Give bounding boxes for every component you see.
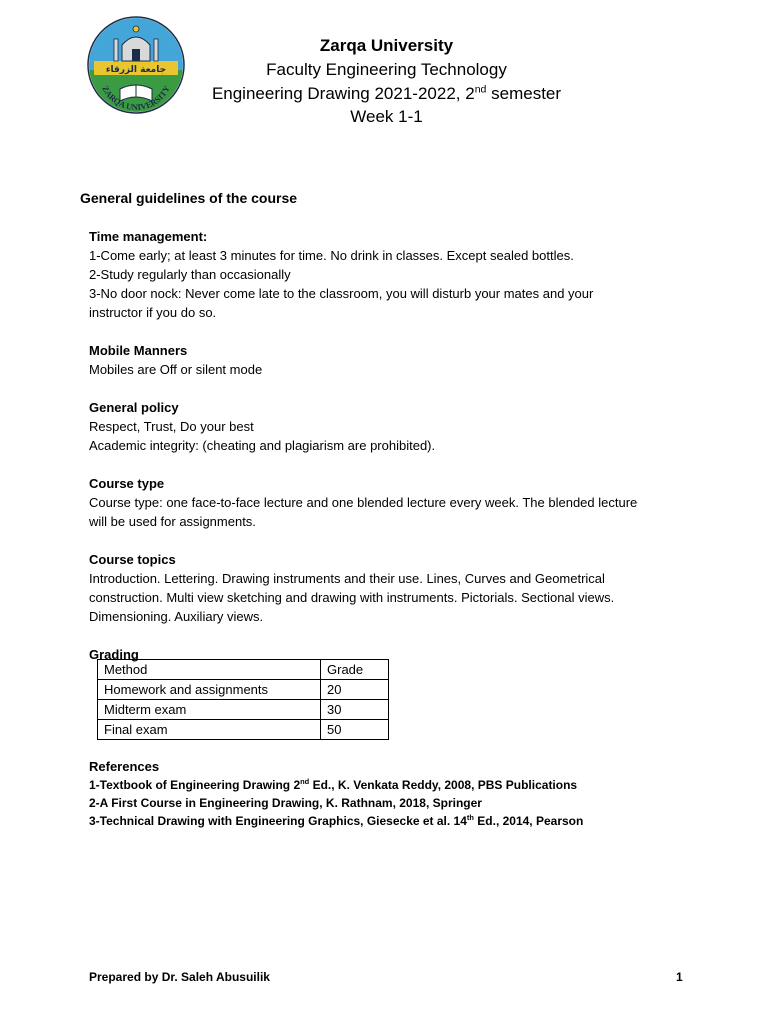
logo-english-text: ZARQA UNIVERSITY	[100, 83, 172, 113]
table-header-grade: Grade	[321, 660, 389, 680]
course-title: Engineering Drawing 2021-2022, 2nd semester	[211, 82, 562, 103]
table-header-method: Method	[98, 660, 321, 680]
table-row	[98, 680, 389, 700]
grading-table	[97, 659, 389, 740]
week-label: Week 1-1	[350, 107, 423, 126]
topics-line: construction. Multi view sketching and drawing with instruments. Pictorials. Sectional views.	[89, 590, 615, 605]
grading-heading: Grading	[89, 647, 139, 662]
references-section	[89, 757, 689, 830]
reference-item: 2-A First Course in Engineering Drawing, K. Rathnam, 2018, Springer	[89, 796, 482, 810]
table-header-row	[98, 660, 389, 680]
table-cell-grade: 50	[321, 720, 389, 740]
topics-line: Dimensioning. Auxiliary views.	[89, 609, 264, 624]
mobile-text: Mobiles are Off or silent mode	[89, 362, 263, 377]
policy-line: Respect, Trust, Do your best	[89, 419, 254, 434]
mobile-heading: Mobile Manners	[89, 343, 188, 358]
table-cell-grade: 30	[321, 700, 389, 720]
logo-arabic-text: جامعة الزرقاء	[105, 65, 167, 75]
course-type-line: will be used for assignments.	[89, 514, 256, 529]
course-type-heading: Course type	[89, 476, 165, 491]
topics-heading: Course topics	[89, 552, 176, 567]
time-item: instructor if you do so.	[89, 305, 217, 320]
table-cell-method: Homework and assignments	[98, 680, 321, 700]
time-management-heading: Time management:	[89, 229, 208, 244]
topics-line: Introduction. Lettering. Drawing instruments and their use. Lines, Curves and Geometrical	[89, 571, 605, 586]
table-cell-grade: 20	[321, 680, 389, 700]
policy-line: Academic integrity: (cheating and plagiarism are prohibited).	[89, 438, 436, 453]
table-cell-method: Final exam	[98, 720, 321, 740]
university-name: Zarqa University	[319, 36, 454, 55]
table-row	[98, 700, 389, 720]
footer-author: Prepared by Dr. Saleh Abusuilik	[89, 970, 270, 984]
course-type-line: Course type: one face-to-face lecture and one blended lecture every week. The blended lecture	[89, 495, 638, 510]
section-title: General guidelines of the course	[80, 190, 298, 206]
page-number: 1	[676, 970, 683, 984]
reference-item: 3-Technical Drawing with Engineering Graphics, Giesecke et al. 14th Ed., 2014, Pearson	[89, 813, 584, 828]
policy-heading: General policy	[89, 400, 179, 415]
reference-item: 1-Textbook of Engineering Drawing 2nd Ed., K. Venkata Reddy, 2008, PBS Publications	[89, 777, 578, 792]
time-item: 1-Come early; at least 3 minutes for time. No drink in classes. Except sealed bottles.	[89, 248, 574, 263]
time-item: 3-No door nock: Never come late to the classroom, you will disturb your mates and your	[89, 286, 594, 301]
references-heading: References	[89, 759, 160, 774]
table-row	[98, 720, 389, 740]
document-header	[150, 34, 623, 129]
faculty-name: Faculty Engineering Technology	[266, 60, 507, 79]
guidelines-content	[89, 227, 689, 664]
table-cell-method: Midterm exam	[98, 700, 321, 720]
time-item: 2-Study regularly than occasionally	[89, 267, 291, 282]
